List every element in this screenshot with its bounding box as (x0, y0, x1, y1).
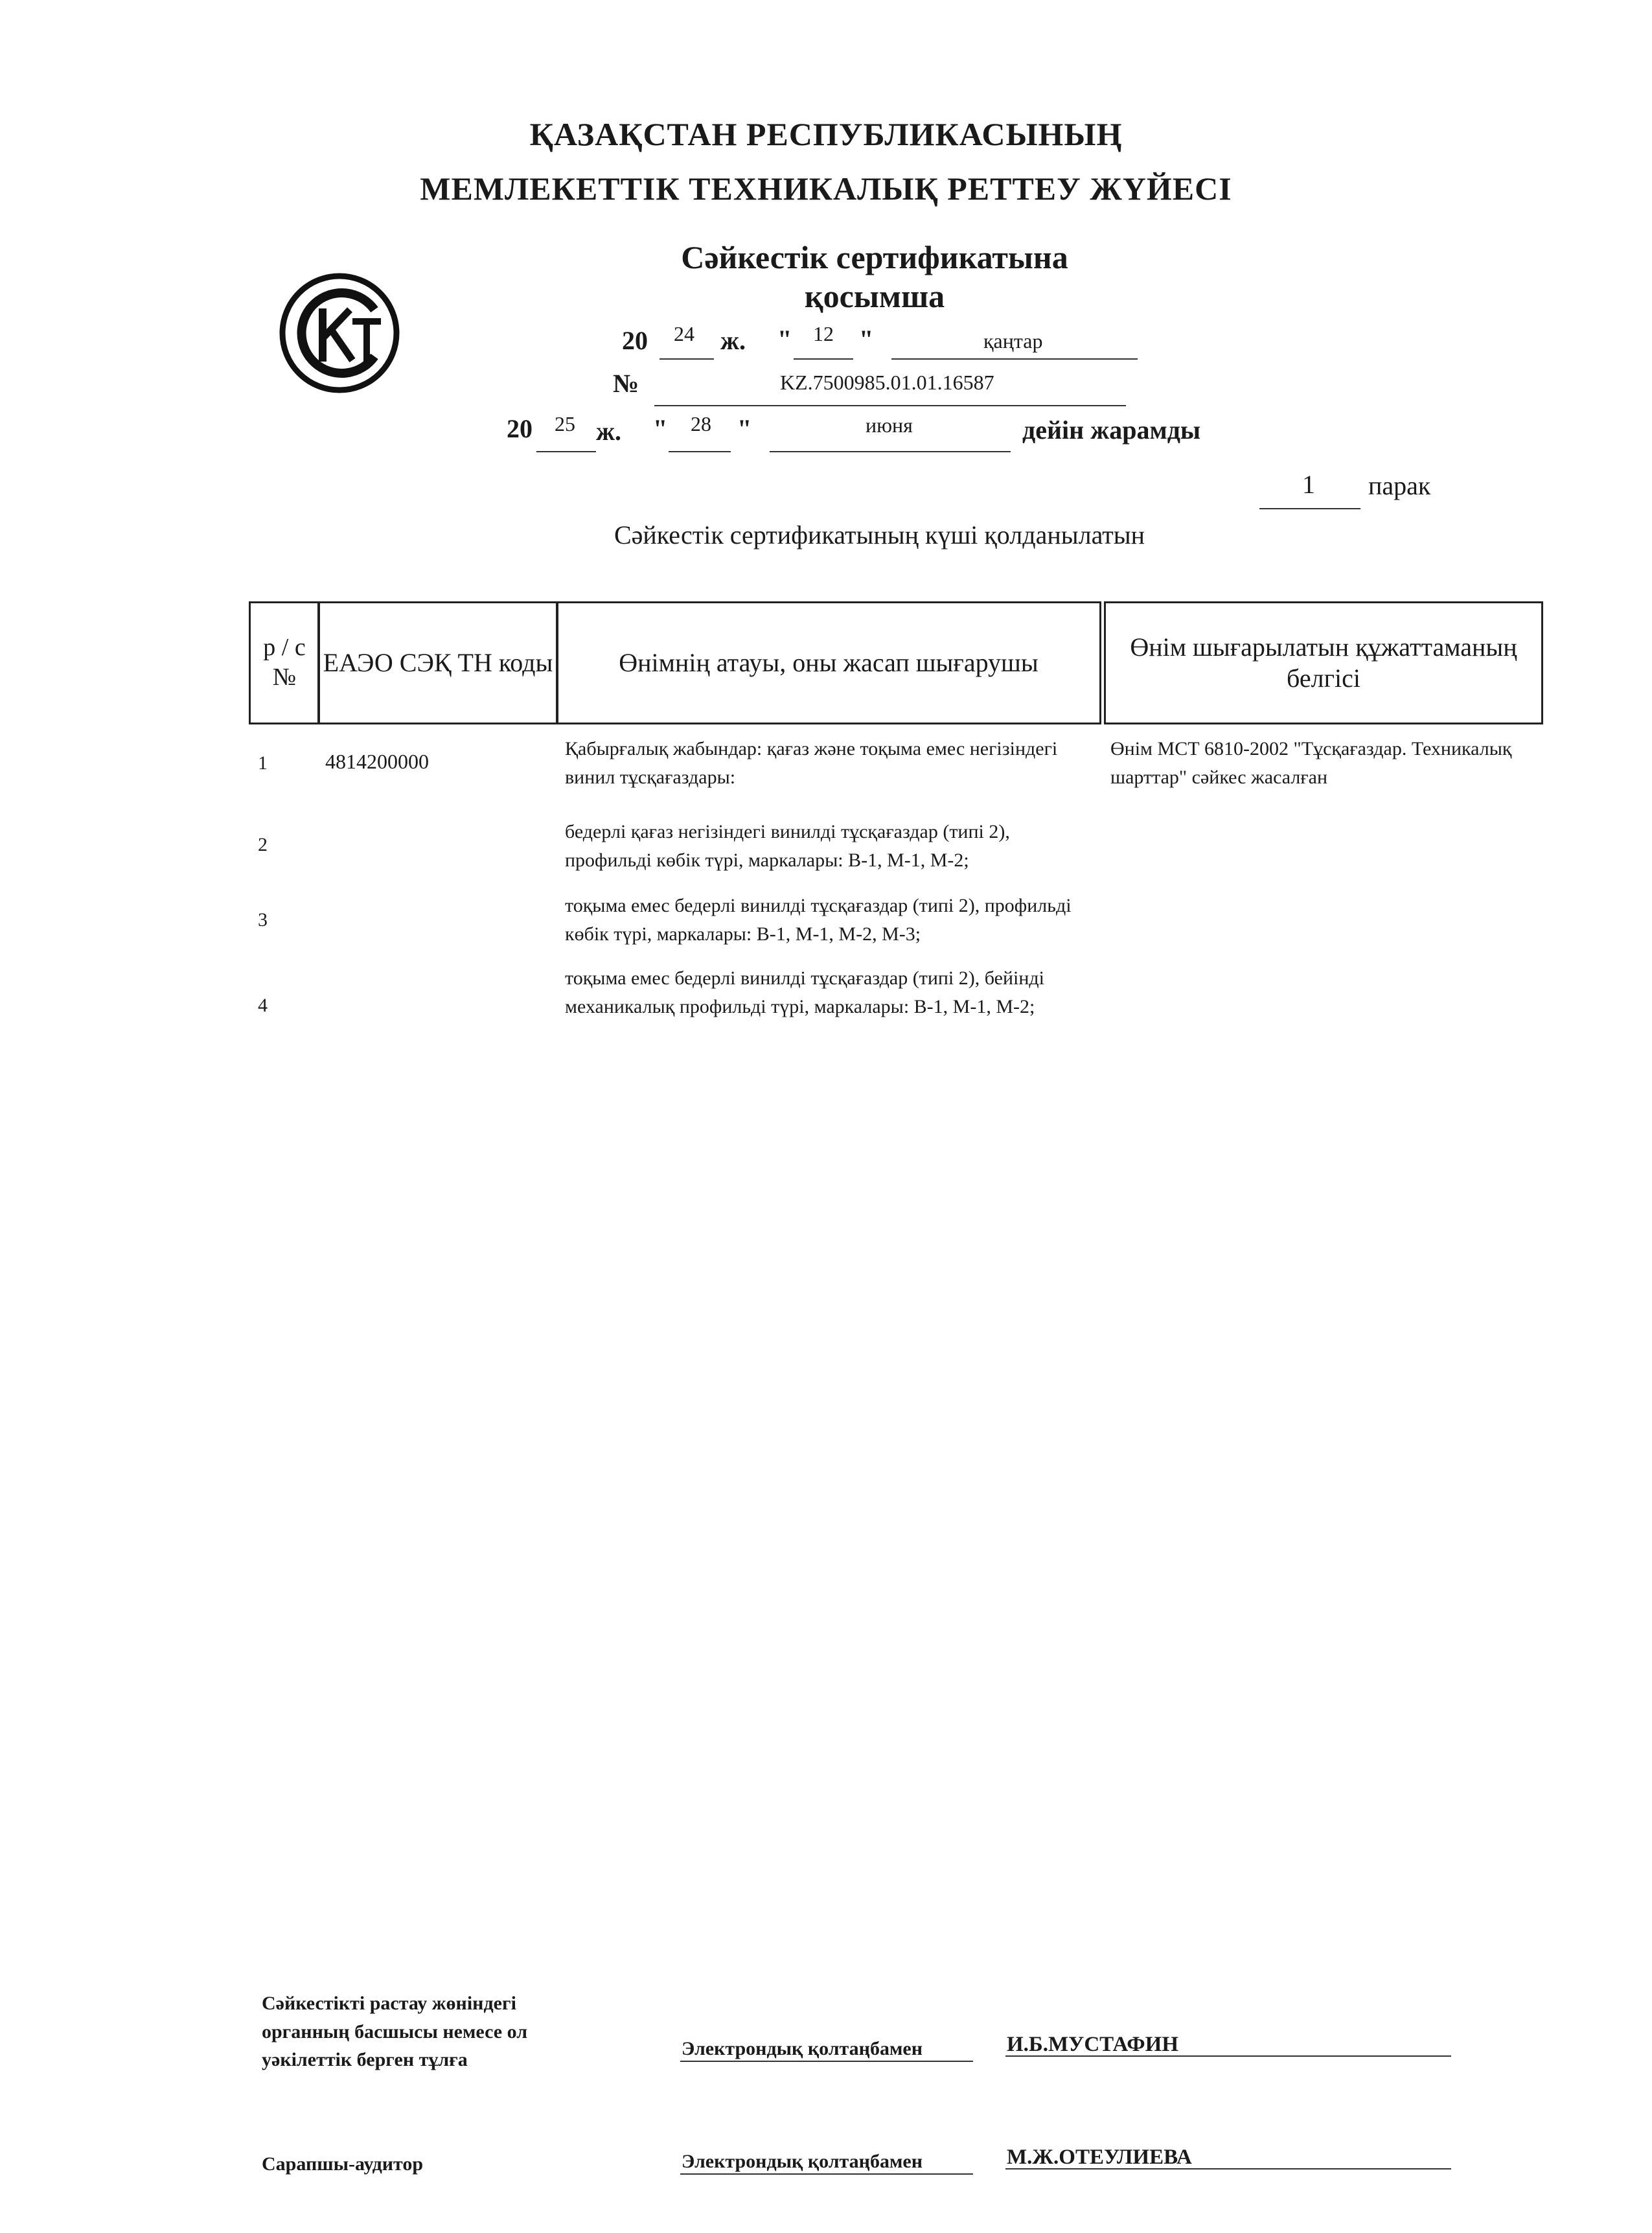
signatory-role: Сарапшы-аудитор (262, 2153, 424, 2175)
issue-day-underline (794, 358, 853, 360)
issue-century: 20 (622, 326, 648, 355)
signatory-name-underline (1005, 2168, 1451, 2169)
issue-quote-close: " (859, 325, 874, 354)
scope-caption: Сәйкестік сертификатының күші қолданылатын (614, 520, 1145, 550)
issue-year-suffix: ж. (720, 326, 746, 355)
sheet-underline (1259, 508, 1360, 509)
issue-year: 24 (674, 322, 694, 345)
header-col-number: р / с № (249, 601, 320, 724)
valid-quote-open: " (653, 414, 668, 443)
valid-year-underline (536, 451, 596, 452)
row-product: тоқыма емес бедерлі винилді тұсқағаздар (типі 2), профильді көбік түрі, маркалары: В-1, М-1, М-2, М-3; (565, 895, 1072, 945)
issue-year-underline (660, 358, 714, 360)
row-number: 2 (258, 834, 268, 855)
issue-day: 12 (813, 322, 834, 345)
valid-day: 28 (691, 412, 711, 435)
signatory-name-underline (1005, 2055, 1451, 2057)
header-col-document: Өнім шығарылатын құжаттаманың белгісі (1104, 601, 1543, 724)
row-product: бедерлі қағаз негізіндегі винилді тұсқағаздар (типі 2), профильді көбік түрі, маркалары: В-1, М-1, М-2; (565, 821, 1010, 871)
signature-method: Электрондық қолтаңбамен (682, 2151, 923, 2172)
valid-century: 20 (507, 414, 533, 443)
header-line-2: МЕМЛЕКЕТТІК ТЕХНИКАЛЫҚ РЕТТЕУ ЖҮЙЕСІ (420, 170, 1232, 207)
row-product: тоқыма емес бедерлі винилді тұсқағаздар (типі 2), бейінді механикалық профильді түрі, маркалары: В-1, М-1, М-2; (565, 967, 1044, 1017)
sheet-number: 1 (1302, 470, 1315, 499)
signatory-name: М.Ж.ОТЕУЛИЕВА (1007, 2146, 1192, 2169)
issue-month-underline (891, 358, 1138, 360)
signatory-role: Сәйкестікті растау жөніндегі органның басшысы немесе ол уәкілеттік берген тұлға (262, 1993, 528, 2070)
certificate-number: KZ.7500985.01.01.16587 (780, 371, 994, 394)
header-col-product: Өнімнің атауы, оны жасап шығарушы (556, 601, 1101, 724)
header-col-code: ЕАЭО СЭҚ ТН коды (317, 601, 558, 724)
row-code: 4814200000 (325, 750, 429, 773)
row-product: Қабырғалық жабындар: қағаз және тоқыма емес негізіндегі винил тұсқағаздары: (565, 738, 1058, 788)
doc-title: Сәйкестік сертификатына (681, 239, 1068, 275)
signature-method-underline (680, 2173, 973, 2175)
number-label: № (613, 369, 639, 398)
row-number: 1 (258, 752, 268, 774)
row-number: 4 (258, 995, 268, 1016)
signature-method-underline (680, 2061, 973, 2062)
valid-month-underline (770, 451, 1011, 452)
issue-quote-open: " (777, 325, 792, 354)
header-line-1: ҚАЗАҚСТАН РЕСПУБЛИКАСЫНЫҢ (529, 116, 1123, 152)
issue-month: қаңтар (983, 329, 1043, 353)
valid-day-underline (669, 451, 731, 452)
row-number: 3 (258, 909, 268, 931)
valid-month: июня (866, 413, 913, 437)
valid-year: 25 (555, 412, 575, 435)
doc-subtitle: қосымша (804, 278, 945, 314)
signatory-name: И.Б.МУСТАФИН (1007, 2033, 1178, 2056)
row-document: Өнім МСТ 6810-2002 "Тұсқағаздар. Техникалық шарттар" сәйкес жасалған (1110, 738, 1512, 788)
valid-year-suffix: ж. (596, 417, 622, 446)
signature-method: Электрондық қолтаңбамен (682, 2038, 923, 2059)
valid-suffix: дейін жарамды (1022, 415, 1201, 445)
sheet-label: парак (1368, 471, 1431, 500)
number-underline (654, 405, 1126, 406)
valid-quote-close: " (737, 414, 752, 443)
